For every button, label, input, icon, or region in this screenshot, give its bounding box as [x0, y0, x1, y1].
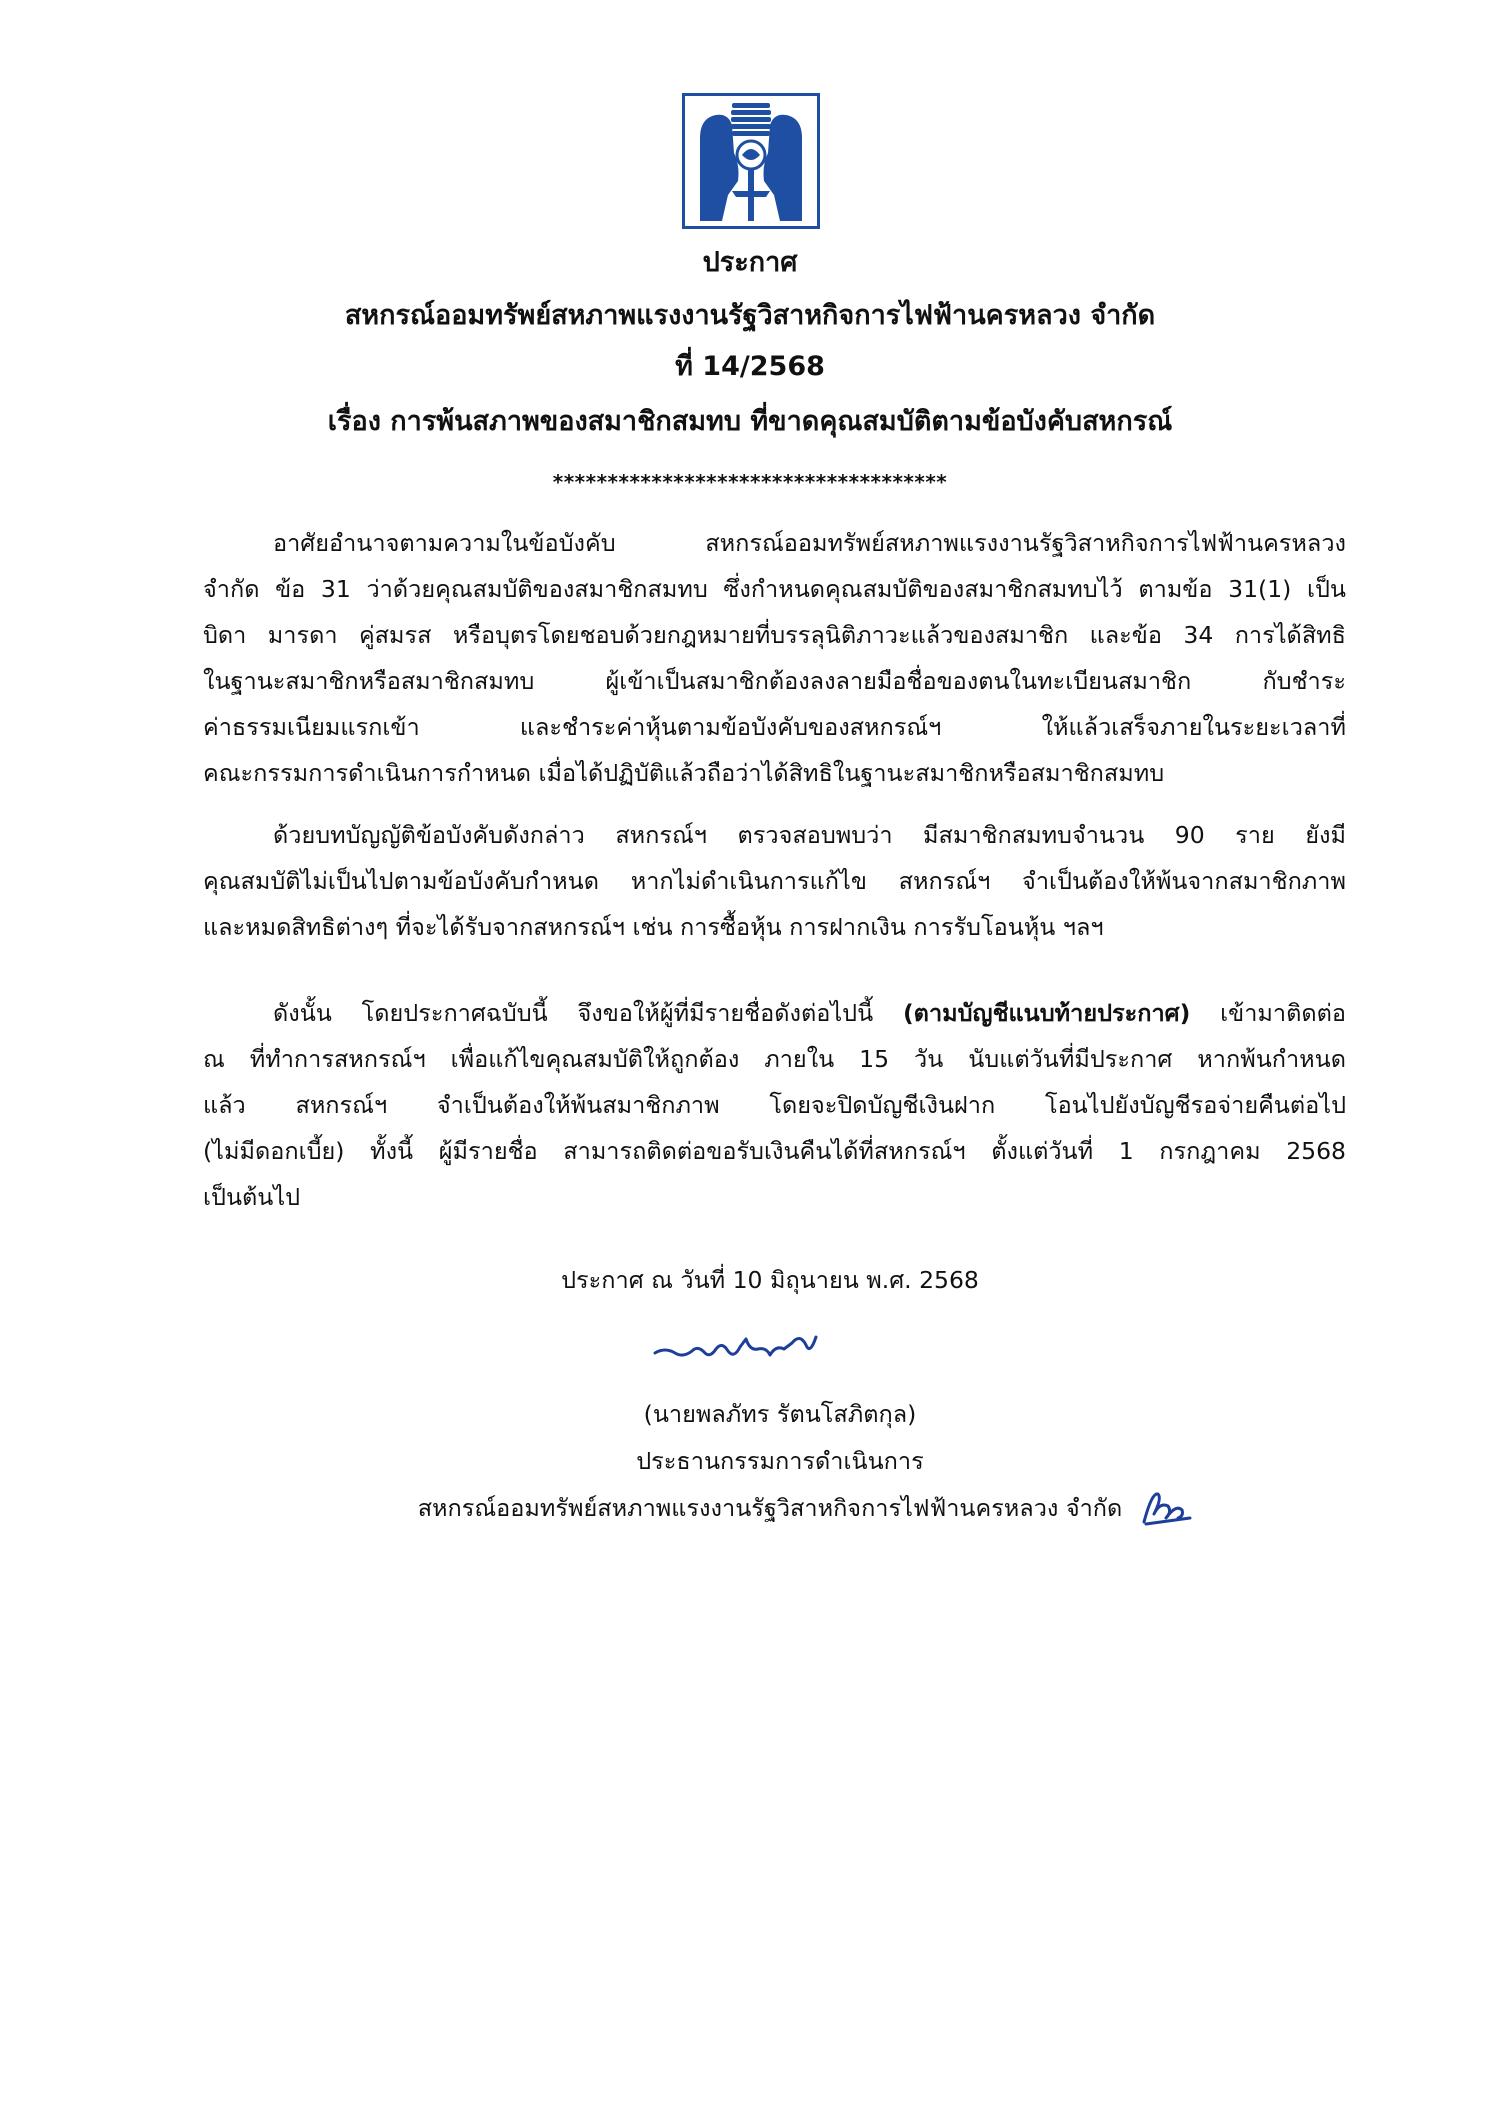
paragraph-line: อาศัยอำนาจตามความในข้อบังคับ สหกรณ์ออมทรัพย์สหภาพแรงงานรัฐวิสาหกิจการไฟฟ้านครหลวง	[273, 529, 1346, 557]
initials-mark	[1138, 1484, 1198, 1530]
paragraph-text: ดังนั้น โดยประกาศฉบับนี้ จึงขอให้ผู้ที่มีรายชื่อดังต่อไปนี้	[273, 999, 903, 1027]
paragraph-line: คุณสมบัติไม่เป็นไปตามข้อบังคับกำหนด หากไม่ดำเนินการแก้ไข สหกรณ์ฯ จำเป็นต้องให้พ้นจากสมาชิกภาพ	[203, 867, 1346, 895]
paragraph-line: คณะกรรมการดำเนินการกำหนด เมื่อได้ปฏิบัติแล้วถือว่าได้สิทธิในฐานะสมาชิกหรือสมาชิกสมทบ	[203, 759, 1165, 787]
organization-name: สหกรณ์ออมทรัพย์สหภาพแรงงานรัฐวิสาหกิจการไฟฟ้านครหลวง จำกัด	[344, 300, 1156, 331]
announcement-title: ประกาศ	[702, 247, 798, 278]
paragraph-line: ด้วยบทบัญญัติข้อบังคับดังกล่าว สหกรณ์ฯ ตรวจสอบพบว่า มีสมาชิกสมทบจำนวน 90 ราย ยังมี	[273, 821, 1346, 849]
cooperative-logo	[682, 93, 820, 229]
signer-name: (นายพลภัทร รัตนโสภิตกุล)	[643, 1400, 917, 1428]
announcement-subject: เรื่อง การพ้นสภาพของสมาชิกสมทบ ที่ขาดคุณสมบัติตามข้อบังคับสหกรณ์	[327, 406, 1173, 437]
signer-organization: สหกรณ์ออมทรัพย์สหภาพแรงงานรัฐวิสาหกิจการไฟฟ้านครหลวง จำกัด	[417, 1494, 1123, 1522]
paragraph-line: แล้ว สหกรณ์ฯ จำเป็นต้องให้พ้นสมาชิกภาพ โดยจะปิดบัญชีเงินฝาก โอนไปยังบัญชีรอจ่ายคืนต่อไป	[203, 1091, 1346, 1119]
paragraph-line: ณ ที่ทำการสหกรณ์ฯ เพื่อแก้ไขคุณสมบัติให้ถูกต้อง ภายใน 15 วัน นับแต่วันที่มีประกาศ หากพ้นกำหนด	[203, 1045, 1346, 1073]
announcement-number: ที่ 14/2568	[675, 351, 825, 382]
divider-asterisks: ************************************	[552, 470, 948, 494]
paragraph-line: ค่าธรรมเนียมแรกเข้า และชำระค่าหุ้นตามข้อบังคับของสหกรณ์ฯ ให้แล้วเสร็จภายในระยะเวลาที่	[203, 713, 1346, 741]
attachment-reference: (ตามบัญชีแนบท้ายประกาศ)	[902, 999, 1191, 1027]
paragraph-2	[203, 812, 1346, 950]
handwritten-signature	[650, 1325, 830, 1365]
signer-position: ประธานกรรมการดำเนินการ	[636, 1447, 924, 1475]
paragraph-line: (ไม่มีดอกเบี้ย) ทั้งนี้ ผู้มีรายชื่อ สามารถติดต่อขอรับเงินคืนได้ที่สหกรณ์ฯ ตั้งแต่วันที่ 1 กรกฎาคม 2568	[203, 1137, 1346, 1165]
paragraph-line: จำกัด ข้อ 31 ว่าด้วยคุณสมบัติของสมาชิกสมทบ ซึ่งกำหนดคุณสมบัติของสมาชิกสมทบไว้ ตามข้อ 31(1) เป็น	[203, 575, 1346, 603]
paragraph-line: ในฐานะสมาชิกหรือสมาชิกสมทบ ผู้เข้าเป็นสมาชิกต้องลงลายมือชื่อของตนในทะเบียนสมาชิก กับชำระ	[203, 667, 1346, 695]
paragraph-1	[203, 520, 1346, 796]
paragraph-line	[203, 990, 1346, 1036]
paragraph-text: เข้ามาติดต่อ	[1190, 999, 1346, 1027]
paragraph-line: เป็นต้นไป	[203, 1183, 301, 1211]
paragraph-line: บิดา มารดา คู่สมรส หรือบุตรโดยชอบด้วยกฎหมายที่บรรลุนิติภาวะแล้วของสมาชิก และข้อ 34 การได้สิทธิ	[203, 621, 1346, 649]
paragraph-3	[203, 990, 1346, 1220]
paragraph-line: และหมดสิทธิต่างๆ ที่จะได้รับจากสหกรณ์ฯ เช่น การซื้อหุ้น การฝากเงิน การรับโอนหุ้น ฯลฯ	[203, 913, 1104, 941]
announcement-date: ประกาศ ณ วันที่ 10 มิถุนายน พ.ศ. 2568	[561, 1266, 979, 1294]
